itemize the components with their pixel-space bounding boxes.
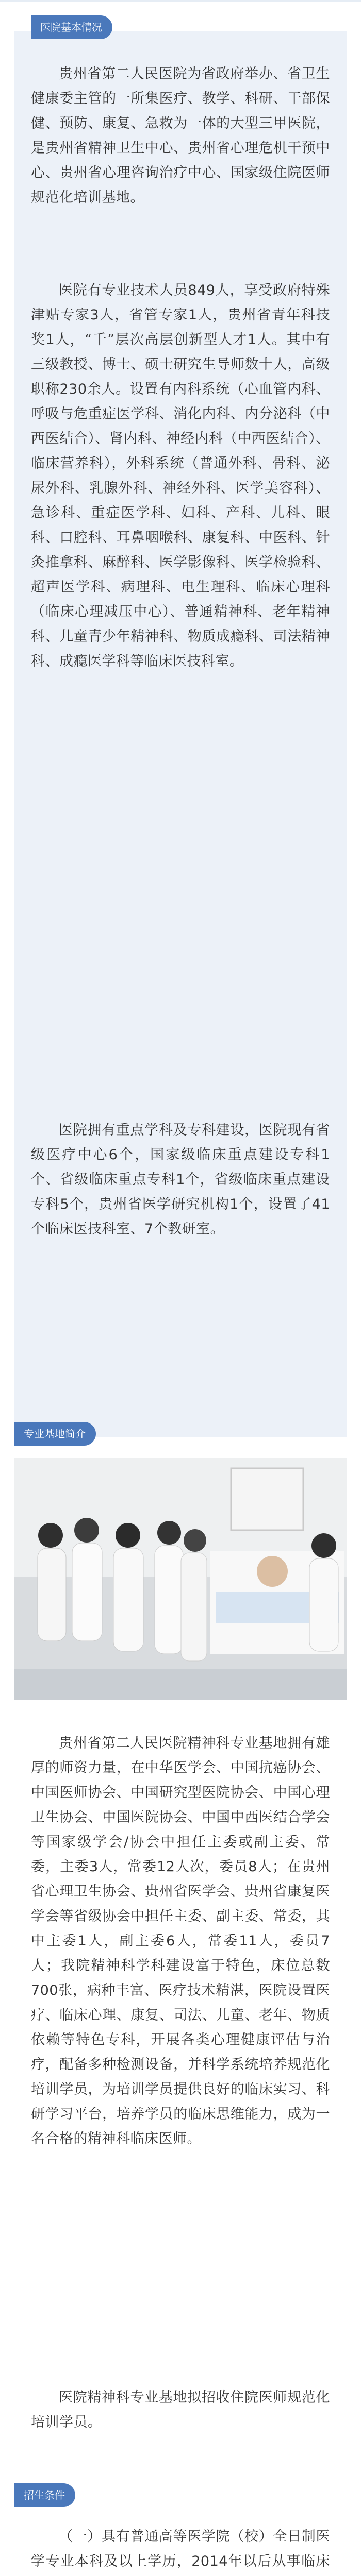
basic-info-p3: 医院拥有重点学科及专科建设，医院现有省级医疗中心6个，国家级临床重点建设专科1个、省级临床重点专科1个，省级临床重点建设专科5个，贵州省医学研究机构1个，设置了41个临床医技科室、7个教研室。: [31, 1122, 330, 1237]
basic-info-p2: 医院有专业技术人员849人，享受政府特殊津贴专家3人，省管专家1人，贵州省青年科技奖1人，“千”层次高层创新型人才1人。其中有三级教授、博士、硕士研究生导师数十人，高级职称230余人。设置有内科系统（心血管内科、呼吸与危重症医学科、消化内科、内分泌科（中西医结合）、肾内科、神经内科（中西医结合）、临床营养科），外科系统（普通外科、骨科、泌尿外科、乳腺外科、神经外科、医学美容科）、急诊科、重症医学科、妇科、产科、儿科、眼科、口腔科、耳鼻咽喉科、康复科、中医科、针灸推拿科、麻醉科、医学影像科、医学检验科、超声医学科、病理科、电生理科、临床心理科（临床心理减压中心）、普通精神科、老年精神科、儿童青少年精神科、物质成瘾科、司法精神科、成瘾医学科等临床医技科室。: [31, 282, 330, 669]
top-divider: [0, 0, 361, 2]
training-photo: [14, 1458, 347, 1700]
section-header-base: 专业基地简介: [14, 1422, 96, 1446]
base-info-p1: 贵州省第二人民医院精神科专业基地拥有雄厚的师资力量，在中华医学会、中国抗癌协会、中国医师协会、中国研究型医院协会、中国心理卫生协会、中国医院协会、中国中西医结合学会等国家级学会/协会中担任主委或副主委、常委，主委3人，常委12人次，委员8人；在贵州省心理卫生协会、贵州省医学会、贵州省康复医学会等省级协会中担任主委、副主委、常委，其中主委1人，副主委6人，常委11人，委员7人；我院精神科学科建设富于特色，床位总数700张，病种丰富、医疗技术精湛，医院设置医疗、临床心理、康复、司法、儿童、老年、物质依赖等特色专科，开展各类心理健康评估与治疗，配备多种检测设备，并科学系统培养规范化培训学员，为培训学员提供良好的临床实习、科研学习平台，培养学员的临床思维能力，成为一名合格的精神科临床医师。: [31, 1735, 330, 2147]
quota-item-1: （一）具有普通高等医学院（校）全日制医学专业本科及以上学历，2014年以后从事临床: [31, 2529, 330, 2569]
section-header-quota: 招生条件: [14, 2483, 75, 2507]
base-info-p2: 医院精神科专业基地拟招收住院医师规范化培训学员。: [31, 2389, 330, 2430]
section-header-basic: 医院基本情况: [31, 15, 112, 39]
basic-info-p1: 贵州省第二人民医院为省政府举办、省卫生健康委主管的一所集医疗、教学、科研、干部保健、预防、康复、急救为一体的大型三甲医院，是贵州省精神卫生中心、贵州省心理危机干预中心、贵州省心理咨询治疗中心、国家级住院医师规范化培训基地。: [31, 66, 330, 206]
